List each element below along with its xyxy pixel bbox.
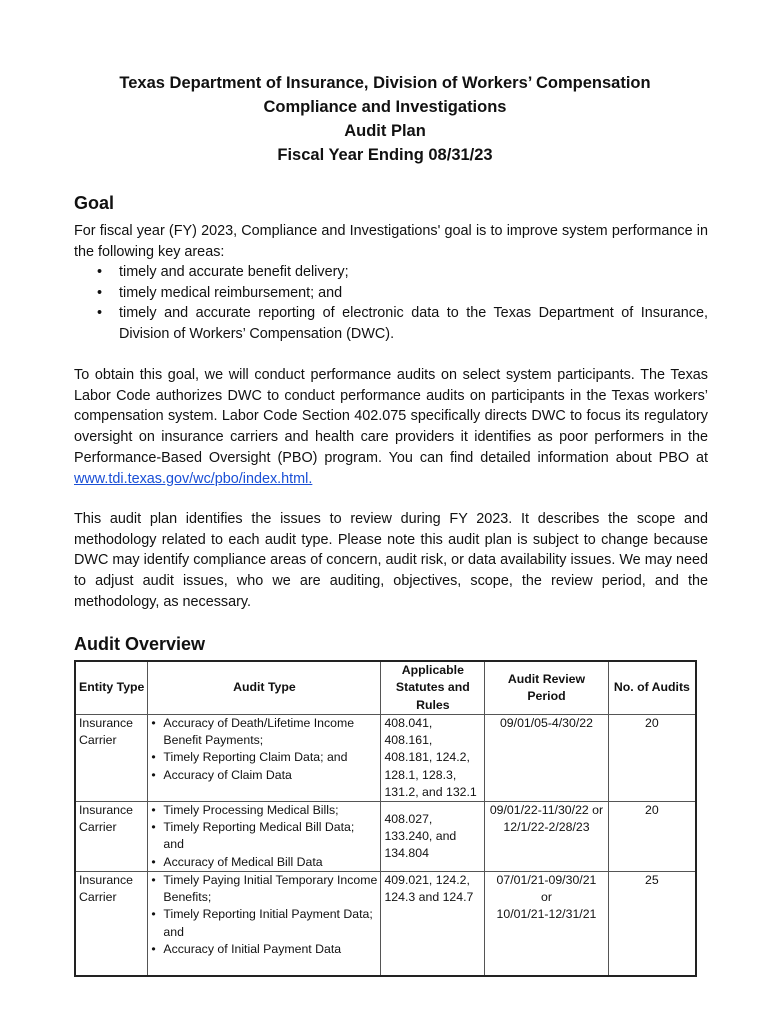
goal-paragraph-plan: This audit plan identifies the issues to review during FY 2023. It describes the scope and methodology related to each audit type. Please note this audit plan is subject to change because DWC may identify compliance areas of concern, audit risk, or data availability issues. We may need to adjust audit issues, who we are auditing, objectives, scope, the review period, and the methodology, as necessary. — [74, 511, 708, 610]
audit-type-cell — [148, 802, 381, 872]
title-line-division: Compliance and Investigations — [263, 98, 507, 116]
audit-type-cell — [148, 872, 381, 977]
title-line-fiscal-year: Fiscal Year Ending 08/31/23 — [277, 146, 493, 164]
audit-count-cell: 25 — [608, 872, 696, 977]
review-period-cell — [485, 872, 609, 977]
audit-count-cell: 20 — [608, 715, 696, 802]
column-header-review-period: Audit Review Period — [485, 661, 609, 715]
audit-count-cell: 20 — [608, 802, 696, 872]
list-item: • Timely Paying Initial Temporary Income Benefits; — [151, 873, 378, 905]
list-item: • timely medical reimbursement; and — [74, 283, 708, 304]
list-item: • Timely Reporting Medical Bill Data; and — [151, 820, 355, 852]
list-item: • timely and accurate reporting of electronic data to the Texas Department of Insurance, Division of Workers’ Compensation (DWC). — [97, 305, 708, 343]
list-item: • Accuracy of Death/Lifetime Income Benefit Payments; — [151, 716, 355, 748]
list-item: • Timely Reporting Claim Data; and — [151, 749, 377, 766]
title-line-agency: Texas Department of Insurance, Division of Workers’ Compensation — [119, 74, 651, 92]
list-item: • timely and accurate benefit delivery; — [74, 262, 708, 283]
bullet-icon: • — [151, 716, 156, 730]
bullet-icon: • — [151, 750, 156, 765]
bullet-icon: • — [97, 284, 103, 301]
column-header-statutes: Applicable Statutes and Rules — [381, 661, 485, 715]
audit-overview-table — [74, 660, 697, 977]
statutes-cell: 408.041, 408.161, 408.181, 124.2, 128.1, 128.3, 131.2, and 132.1 — [381, 715, 485, 802]
goal-intro: For fiscal year (FY) 2023, Compliance and Investigations' goal is to improve system performance in the following key areas: — [74, 223, 708, 260]
review-period-cell: 09/01/22-11/30/22 or 12/1/22-2/28/23 — [485, 802, 609, 872]
list-item: • Accuracy of Claim Data — [151, 767, 377, 784]
bullet-icon: • — [97, 264, 103, 280]
statutes-cell: 408.027, 133.240, and 134.804 — [381, 802, 485, 872]
column-header-audit-type: Audit Type — [148, 661, 381, 715]
bullet-icon: • — [151, 873, 156, 888]
review-period-second: 10/01/21-12/31/21 — [496, 907, 597, 922]
list-item: • Timely Processing Medical Bills; — [151, 802, 377, 819]
title-line-plan: Audit Plan — [344, 122, 426, 140]
goal-heading: Goal — [74, 193, 115, 213]
document-title — [60, 71, 710, 167]
review-period-or: or — [541, 890, 552, 905]
bullet-icon: • — [151, 907, 156, 922]
column-header-entity-type: Entity Type — [75, 661, 148, 715]
table-header-row — [75, 661, 696, 715]
list-item: • Accuracy of Medical Bill Data — [151, 854, 377, 871]
goal-bullet-list — [74, 262, 708, 345]
entity-type-cell: Insurance Carrier — [75, 802, 148, 872]
list-item: • Accuracy of Initial Payment Data — [151, 941, 377, 958]
table-row — [75, 872, 696, 977]
bullet-icon: • — [151, 803, 156, 818]
review-period-cell: 09/01/05-4/30/22 — [485, 715, 609, 802]
goal-paragraph-audits: To obtain this goal, we will conduct performance audits on select system participants. The Texas Labor Code authorizes DWC to conduct performance audits on participants in the Texas workers’ compensation system. Labor Code Section 402.075 specifically directs DWC to focus its regulatory oversight on insurance carriers and health care providers it identifies as poor performers in the Performance-Based Oversight (PBO) program. You can find detailed information about PBO at www.tdi.texas.gov/wc/pbo/index.html. — [74, 367, 708, 487]
bullet-icon: • — [151, 854, 156, 869]
table-row — [75, 802, 696, 872]
bullet-icon: • — [151, 820, 156, 835]
bullet-icon: • — [151, 941, 156, 956]
entity-type-cell: Insurance Carrier — [75, 715, 148, 802]
pbo-link[interactable]: www.tdi.texas.gov/wc/pbo/index.html. — [74, 470, 313, 487]
table-row — [75, 715, 696, 802]
entity-type-cell: Insurance Carrier — [75, 872, 148, 977]
statutes-cell: 409.021, 124.2, 124.3 and 124.7 — [381, 872, 485, 977]
bullet-icon: • — [97, 305, 103, 322]
bullet-icon: • — [151, 767, 156, 782]
review-period-first: 07/01/21-09/30/21 — [496, 873, 597, 888]
audit-overview-heading: Audit Overview — [74, 634, 206, 654]
column-header-audit-count: No. of Audits — [608, 661, 696, 715]
list-item: • Timely Reporting Initial Payment Data; and — [151, 907, 373, 939]
audit-type-cell — [148, 715, 381, 802]
